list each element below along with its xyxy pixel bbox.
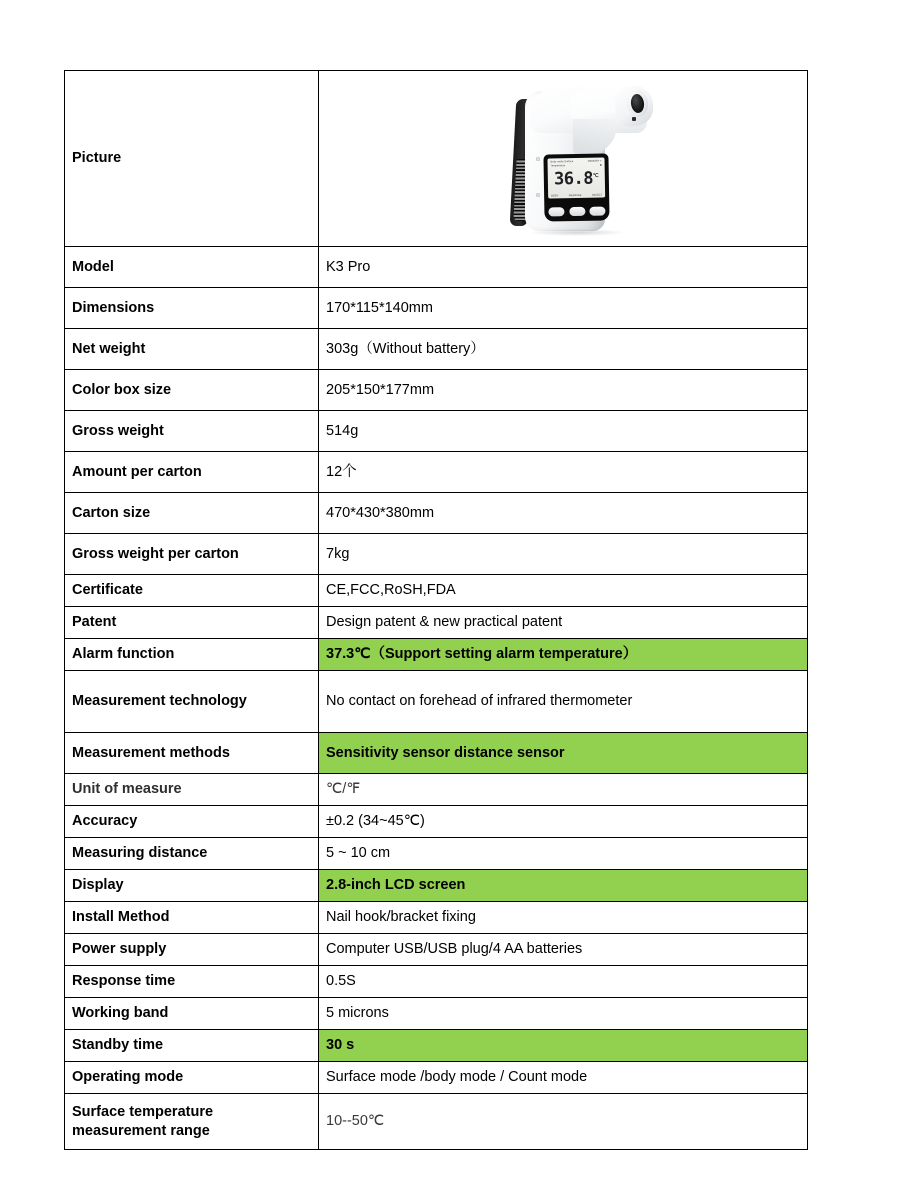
row-value: 12个 — [319, 452, 808, 493]
table-row — [65, 1062, 808, 1094]
table-row — [65, 733, 808, 774]
device-button-row — [548, 206, 605, 216]
lcd-top-row — [551, 160, 602, 168]
row-value: Nail hook/bracket fixing — [319, 902, 808, 934]
device-shadow — [529, 229, 625, 236]
specification-table-body — [65, 71, 808, 1150]
table-row-picture — [65, 71, 808, 247]
row-label: Working band — [65, 998, 319, 1030]
row-value: ℃/℉ — [319, 774, 808, 806]
row-label: Carton size — [65, 493, 319, 534]
lcd-footer-object: OBJECT — [591, 193, 603, 197]
table-row — [65, 838, 808, 870]
row-label: Amount per carton — [65, 452, 319, 493]
row-label: Dimensions — [65, 288, 319, 329]
row-value: 514g — [319, 411, 808, 452]
row-label: Gross weight — [65, 411, 319, 452]
table-row — [65, 774, 808, 806]
lcd-bezel — [543, 153, 609, 221]
row-value: CE,FCC,RoSH,FDA — [319, 575, 808, 607]
row-label: Standby time — [65, 1030, 319, 1062]
row-value: 5 microns — [319, 998, 808, 1030]
row-label: Unit of measure — [65, 774, 319, 806]
body-screw-bottom — [536, 193, 540, 197]
specification-table — [64, 70, 808, 1150]
row-label: Operating mode — [65, 1062, 319, 1094]
table-row — [65, 1030, 808, 1062]
table-row — [65, 607, 808, 639]
row-value: 7kg — [319, 534, 808, 575]
row-label: Alarm function — [65, 639, 319, 671]
row-label: Color box size — [65, 370, 319, 411]
row-value: ±0.2 (34~45℃) — [319, 806, 808, 838]
table-row — [65, 934, 808, 966]
set-button — [548, 207, 564, 216]
row-value-highlighted: 2.8-inch LCD screen — [319, 870, 808, 902]
lcd-status-indicators: MEMORY ≡ ▮ — [587, 159, 602, 167]
table-row — [65, 806, 808, 838]
table-row — [65, 671, 808, 733]
row-label-picture: Picture — [65, 71, 319, 247]
row-label: Measuring distance — [65, 838, 319, 870]
row-value: 470*430*380mm — [319, 493, 808, 534]
row-label: Surface temperature measurement range — [65, 1094, 319, 1150]
row-value-picture — [319, 71, 808, 247]
row-label: Net weight — [65, 329, 319, 370]
row-value: No contact on forehead of infrared thermometer — [319, 671, 808, 733]
table-row — [65, 370, 808, 411]
lcd-footer-body: BODY — [551, 194, 559, 198]
row-value: Computer USB/USB plug/4 AA batteries — [319, 934, 808, 966]
table-row — [65, 329, 808, 370]
table-row — [65, 493, 808, 534]
table-row — [65, 575, 808, 607]
row-label: Model — [65, 247, 319, 288]
row-label: Response time — [65, 966, 319, 998]
row-label: Display — [65, 870, 319, 902]
product-image — [319, 71, 807, 246]
row-value: 5 ~ 10 cm — [319, 838, 808, 870]
row-value: 205*150*177mm — [319, 370, 808, 411]
table-row — [65, 534, 808, 575]
proximity-sensor-icon — [632, 117, 636, 121]
lcd-mode-labels: Body mode Surface Temperature — [550, 160, 574, 168]
table-row — [65, 998, 808, 1030]
lcd-reading-unit: ℃ — [592, 172, 599, 180]
table-row — [65, 902, 808, 934]
row-value: 0.5S — [319, 966, 808, 998]
lcd-screen — [547, 158, 605, 199]
row-value: 10--50℃ — [319, 1094, 808, 1150]
table-row — [65, 288, 808, 329]
table-row — [65, 966, 808, 998]
lcd-temperature-reading — [548, 169, 605, 191]
row-label: Patent — [65, 607, 319, 639]
table-row — [65, 639, 808, 671]
row-value-highlighted: 37.3℃（Support setting alarm temperature） — [319, 639, 808, 671]
body-screw-top — [536, 157, 540, 161]
lcd-reading-value: 36.8 — [553, 168, 594, 190]
row-value-highlighted: Sensitivity sensor distance sensor — [319, 733, 808, 774]
row-value: Surface mode /body mode / Count mode — [319, 1062, 808, 1094]
table-row — [65, 452, 808, 493]
table-row — [65, 411, 808, 452]
row-value: 170*115*140mm — [319, 288, 808, 329]
row-label: Power supply — [65, 934, 319, 966]
row-value: 303g（Without battery） — [319, 329, 808, 370]
mode-button — [569, 207, 585, 216]
row-value: Design patent & new practical patent — [319, 607, 808, 639]
table-row — [65, 247, 808, 288]
row-label: Measurement methods — [65, 733, 319, 774]
lcd-footer — [551, 193, 602, 197]
row-label: Install Method — [65, 902, 319, 934]
table-row — [65, 1094, 808, 1150]
row-label: Gross weight per carton — [65, 534, 319, 575]
infrared-thermometer-illustration — [511, 83, 661, 235]
lcd-footer-measure: MEASURE — [568, 193, 582, 197]
power-button — [589, 206, 605, 215]
row-label: Measurement technology — [65, 671, 319, 733]
row-value: K3 Pro — [319, 247, 808, 288]
row-value-highlighted: 30 s — [319, 1030, 808, 1062]
device-arm-underside — [573, 119, 617, 155]
row-label: Certificate — [65, 575, 319, 607]
row-label: Accuracy — [65, 806, 319, 838]
table-row — [65, 870, 808, 902]
